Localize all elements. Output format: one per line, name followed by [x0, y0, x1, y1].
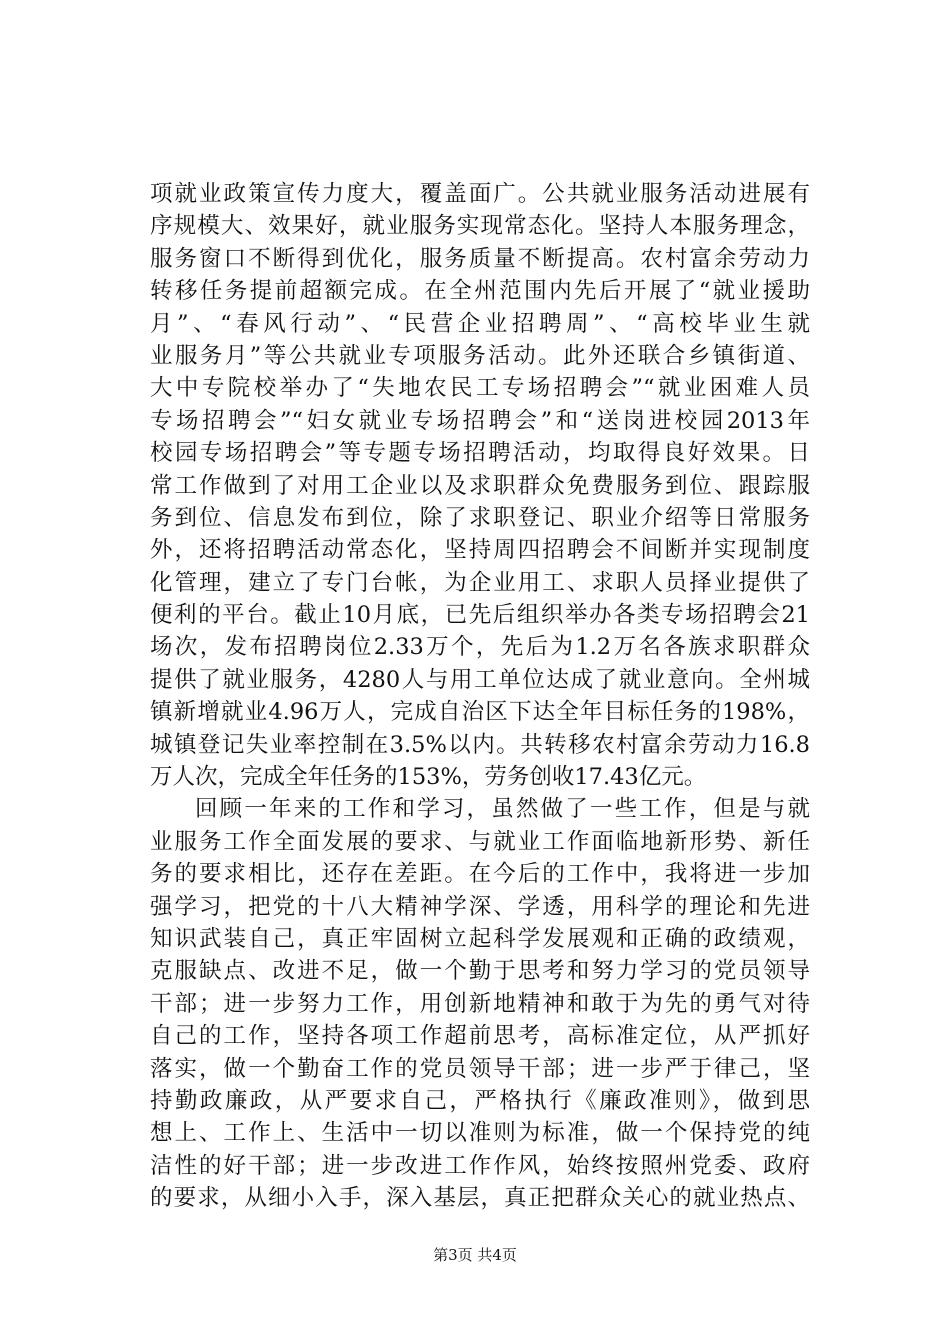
text-line: 业服务月”等公共就业专项服务活动。此外还联合乡镇街道、: [150, 342, 810, 369]
text-line: 提供了就业服务，4280人与用工单位达成了就业意向。全州城: [150, 666, 810, 693]
text-line: 务的要求相比，还存在差距。在今后的工作中，我将进一步加: [150, 861, 810, 888]
text-line: 的要求，从细小入手，深入基层，真正把群众关心的就业热点、: [150, 1185, 810, 1212]
body-text: [150, 178, 810, 1215]
page-footer: 第3页 共4页: [433, 1246, 517, 1264]
text-line: 转移任务提前超额完成。在全州范围内先后开展了“就业援助: [150, 278, 810, 305]
text-line: 校园专场招聘会”等专题专场招聘活动，均取得良好效果。日: [150, 440, 810, 467]
text-line: 常工作做到了对用工企业以及求职群众免费服务到位、跟踪服: [150, 472, 810, 499]
text-line: 城镇登记失业率控制在3.5%以内。共转移农村富余劳动力16.8: [150, 731, 810, 758]
text-line: 万人次，完成全年任务的153%，劳务创收17.43亿元。: [150, 764, 707, 791]
text-line: 项就业政策宣传力度大，覆盖面广。公共就业服务活动进展有: [150, 181, 810, 207]
text-line: 洁性的好干部；进一步改进工作作风，始终按照州党委、政府: [150, 1152, 810, 1179]
text-line: 干部；进一步努力工作，用创新地精神和敢于为先的勇气对待: [150, 990, 810, 1017]
text-line: 便利的平台。截止10月底，已先后组织举办各类专场招聘会21: [150, 602, 810, 629]
text-line: 序规模大、效果好，就业服务实现常态化。坚持人本服务理念，: [150, 213, 810, 240]
text-line: 想上、工作上、生活中一切以准则为标准，做一个保持党的纯: [150, 1120, 810, 1147]
text-line: 务到位、信息发布到位，除了求职登记、职业介绍等日常服务: [150, 504, 810, 531]
text-line: 业服务工作全面发展的要求、与就业工作面临地新形势、新任: [150, 828, 810, 855]
paragraph-1: [150, 178, 810, 793]
text-line: 回顾一年来的工作和学习，虽然做了一些工作，但是与就: [195, 796, 810, 823]
text-line: 服务窗口不断得到优化，服务质量不断提高。农村富余劳动力: [150, 245, 810, 272]
text-line: 大中专院校举办了“失地农民工专场招聘会”“就业困难人员: [150, 375, 810, 402]
text-line: 克服缺点、改进不足，做一个勤于思考和努力学习的党员领导: [150, 958, 810, 985]
text-line: 落实，做一个勤奋工作的党员领导干部；进一步严于律己，坚: [150, 1055, 810, 1082]
text-line: 镇新增就业4.96万人，完成自治区下达全年目标任务的198%，: [150, 699, 810, 726]
text-line: 月”、“春风行动”、“民营企业招聘周”、“高校毕业生就: [150, 310, 810, 337]
text-line: 化管理，建立了专门台帐，为企业用工、求职人员择业提供了: [150, 569, 810, 596]
text-line: 自己的工作，坚持各项工作超前思考，高标准定位，从严抓好: [150, 1023, 810, 1050]
text-line: 专场招聘会”“妇女就业专场招聘会”和“送岗进校园2013年: [150, 407, 810, 434]
paragraph-2: [150, 793, 810, 1214]
text-line: 强学习，把党的十八大精神学深、学透，用科学的理论和先进: [150, 893, 810, 920]
text-line: 持勤政廉政，从严要求自己，严格执行《廉政准则》，做到思: [150, 1087, 810, 1114]
text-line: 外，还将招聘活动常态化，坚持周四招聘会不间断并实现制度: [150, 537, 810, 564]
text-line: 场次，发布招聘岗位2.33万个，先后为1.2万名各族求职群众: [150, 634, 810, 661]
text-line: 知识武装自己，真正牢固树立起科学发展观和正确的政绩观，: [150, 925, 810, 952]
